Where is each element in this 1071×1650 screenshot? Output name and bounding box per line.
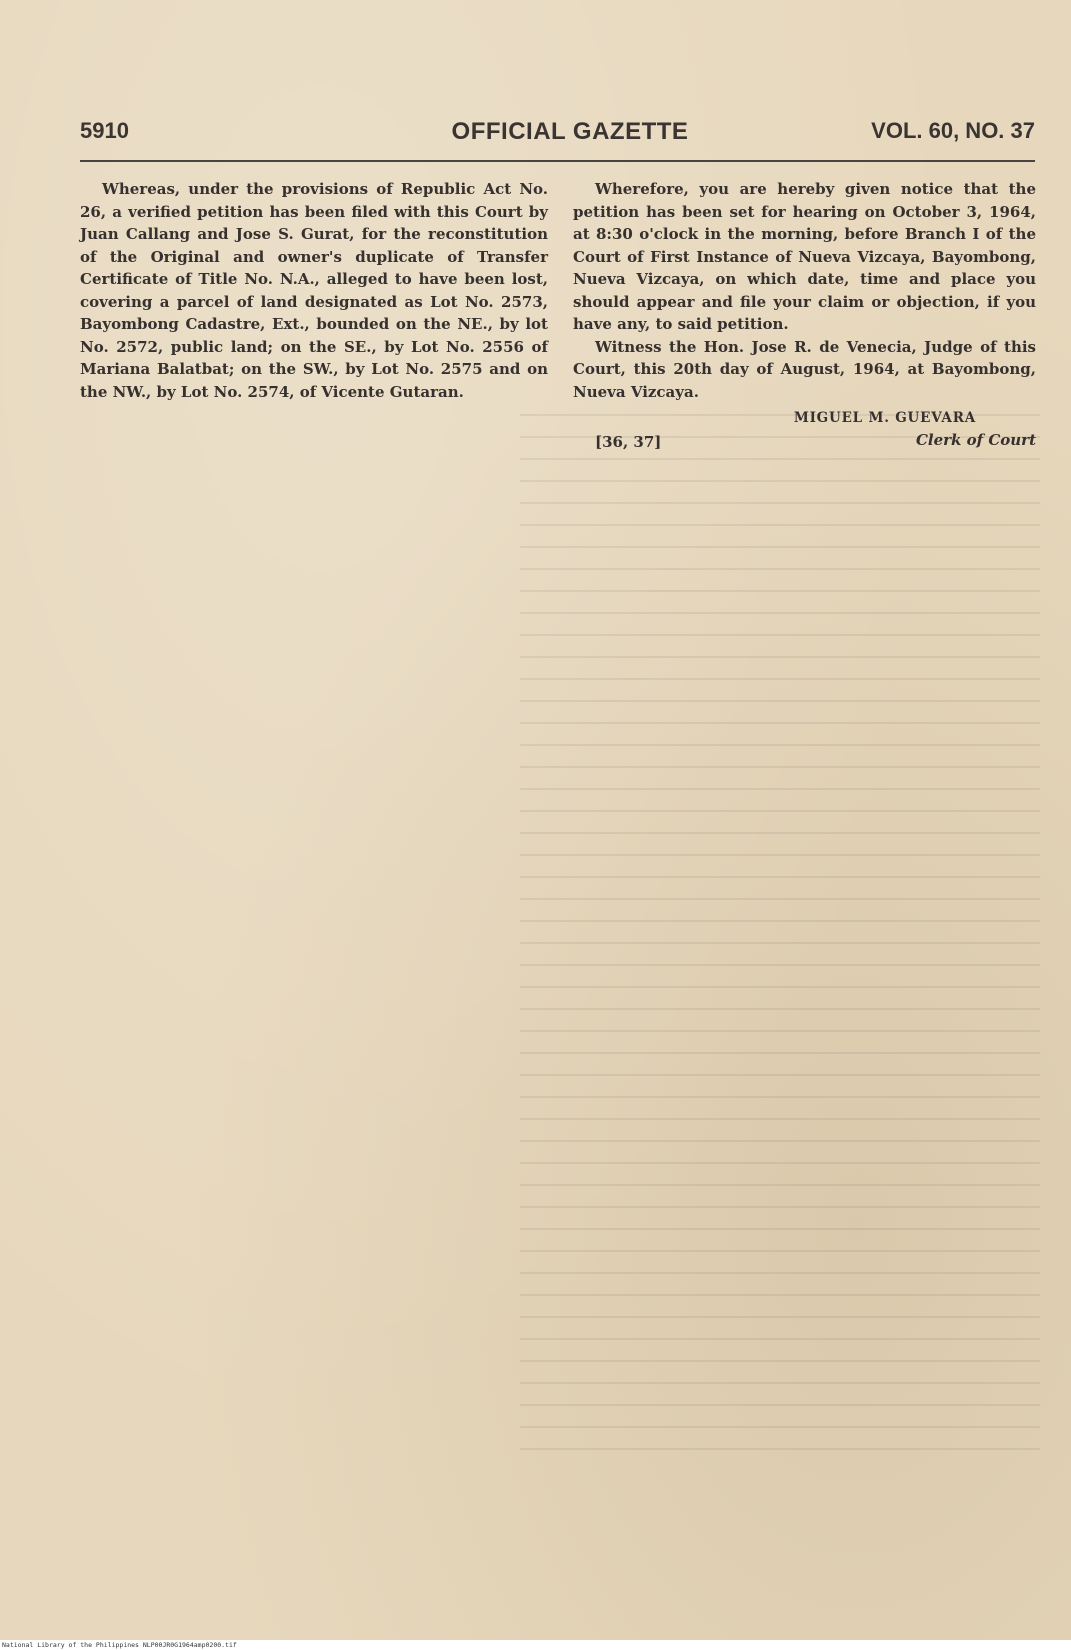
page-number: 5910 [80,118,129,143]
whereas-paragraph: Whereas, under the provisions of Republic Act No. 26, a verified petition has been filed with this Court by Juan Callang and Jose S. Gurat, for the reconstitution of the Original and owner's duplicate of Transfer Certificate of Title No. N.A., alleged to have been lost, covering a parcel of land designated as Lot No. 2573, Bayombong Cadastre, Ext., bounded on the NE., by lot No. 2572, public land; on the SE., by Lot No. 2556 of Mariana Balatbat; on the SW., by Lot No. 2575 and on the NW., by Lot No. 2574, of Vicente Gutaran. [80,180,548,401]
right-column [573,178,1036,457]
show-through-texture [520,400,1040,1450]
signature-block [573,407,1036,457]
journal-title: OFFICIAL GAZETTE [451,118,689,145]
scan-footer [0,1640,1071,1650]
witness-paragraph: Witness the Hon. Jose R. de Venecia, Judge of this Court, this 20th day of August, 1964, at Bayombong, Nueva Vizcaya. [573,337,1036,401]
scan-label: National Library of the Philippines NLP00JR0G1964amp0200.tif [2,1641,237,1649]
wherefore-paragraph: Wherefore, you are hereby given notice that the petition has been set for hearing on October 3, 1964, at 8:30 o'clock in the morning, before Branch I of the Court of First Instance of Nueva Vizcaya, Bayombong, Nueva Vizcaya, on which date, time and place you should appear and file your claim or objection, if you have any, to said petition. [573,180,1036,333]
issue-reference: [36, 37] [595,433,662,451]
volume-label: VOL. 60, NO. 37 [871,118,1035,143]
page-header [80,118,1035,152]
header-rule [80,160,1035,162]
left-column [80,178,548,403]
clerk-title: Clerk of Court [915,431,1036,449]
clerk-name: MIGUEL M. GUEVARA [793,410,976,426]
